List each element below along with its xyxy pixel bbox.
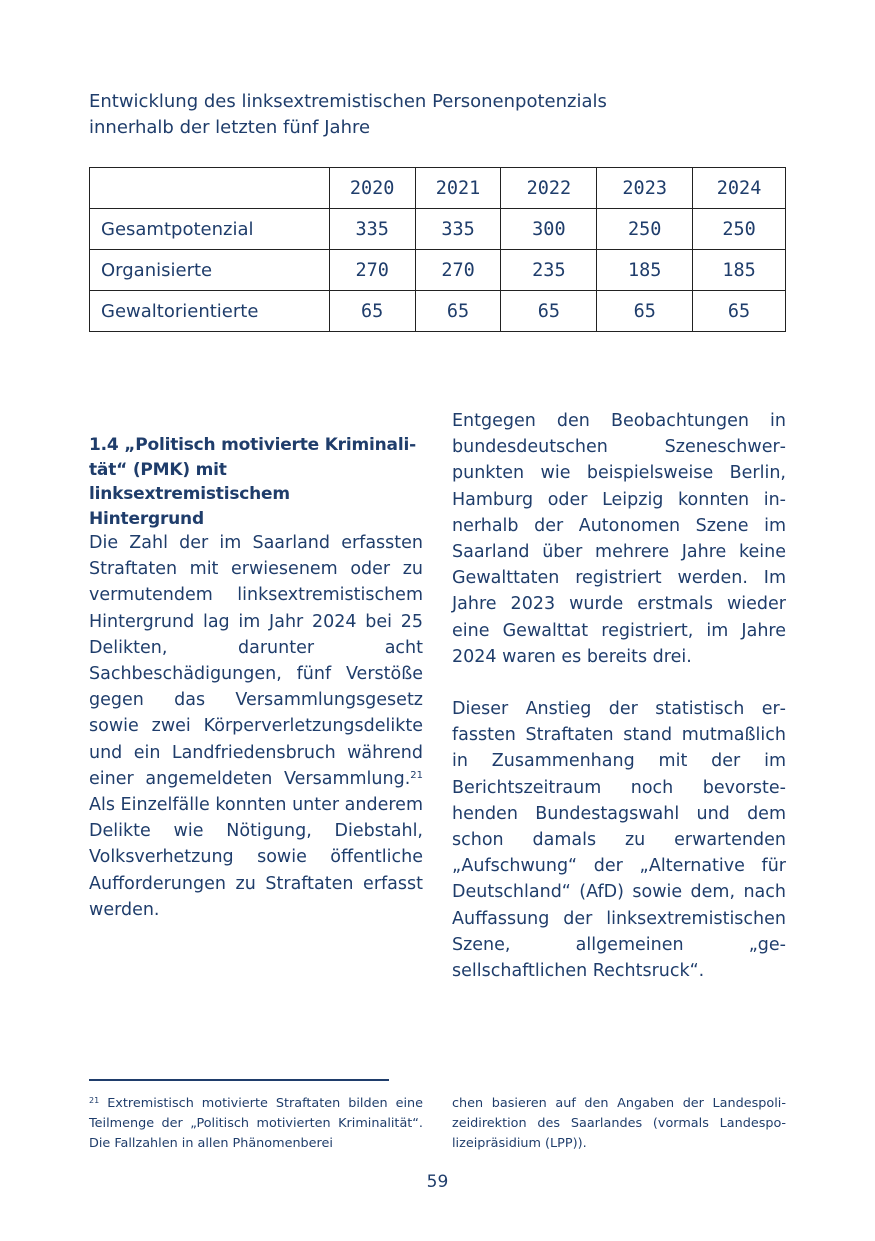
footnote-text-left: Extremistisch motivierte Straftaten bilden eine Teilmenge der „Politisch motivierten Kriminalität“. Die Fallzahlen in allen Phänomenberei — [89, 1096, 423, 1151]
footnote-divider — [89, 1079, 389, 1081]
table-cell: 335 — [415, 209, 501, 250]
year-header: 2021 — [415, 168, 501, 209]
personenpotenzial-table — [89, 167, 786, 332]
table-cell: 270 — [415, 250, 501, 291]
section-heading-line2: tät“ (PMK) mit linksextremistischem — [89, 459, 290, 504]
left-paragraph-text-2: Als Einzelfälle konnten unter anderem Delikte wie Nötigung, Diebstahl, Volksverhetzung sowie öffentliche Aufforderungen zu Straftaten erfasst werden. — [89, 795, 423, 920]
table-cell: 65 — [415, 291, 501, 332]
left-paragraph-text-1: Die Zahl der im Saarland erfassten Straftaten mit erwiesenem oder zu vermutendem linksextremistischem Hintergrund lag im Jahr 2024 bei 25 Delikten, darunter acht Sachbeschädigungen, fünf Verstöße gegen das Versammlungsgesetz sowie zwei Körperverletzungsdelikte und ein Landfriedensbruch während einer angemeldeten Versammlung. — [89, 533, 423, 789]
table-row — [90, 209, 786, 250]
year-header: 2024 — [693, 168, 786, 209]
table-cell: 235 — [501, 250, 597, 291]
row-label: Gesamtpotenzial — [90, 209, 330, 250]
table-cell: 65 — [597, 291, 693, 332]
year-header: 2022 — [501, 168, 597, 209]
table-cell: 250 — [693, 209, 786, 250]
table-corner-cell — [90, 168, 330, 209]
year-header: 2023 — [597, 168, 693, 209]
row-label: Organisierte — [90, 250, 330, 291]
footnote-right: chen basieren auf den Angaben der Landespolizeidirektion des Saarlandes (vormals Landespolizeipräsidium (LPP)). — [452, 1096, 786, 1151]
row-label: Gewaltorientierte — [90, 291, 330, 332]
table-caption-line2: innerhalb der letzten fünf Jahre — [89, 117, 371, 138]
table-row — [90, 250, 786, 291]
section-heading-line1: 1.4 „Politisch motivierte Kriminali- — [89, 435, 416, 455]
footnote-reference[interactable]: 21 — [410, 769, 423, 781]
section-heading-line3: Hintergrund — [89, 508, 204, 529]
table-cell: 270 — [329, 250, 415, 291]
right-paragraph-2: Dieser Anstieg der statistisch erfassten Straftaten stand mutmaßlich in Zusammenhang mit der im Berichtszeitraum noch bevorstehenden Bundestagswahl und dem schon damals zu erwartenden „Aufschwung“ der „Alternative für Deutschland“ (AfD) sowie dem, nach Auffassung der linksextremistischen Szene, allgemeinen „gesellschaftlichen Rechtsruck“. — [452, 699, 786, 982]
right-column — [452, 408, 786, 984]
left-paragraph — [89, 530, 423, 923]
table-caption — [89, 89, 789, 141]
table-cell: 65 — [693, 291, 786, 332]
table-cell: 300 — [501, 209, 597, 250]
table-cell: 65 — [501, 291, 597, 332]
right-paragraph-1: Entgegen den Beobachtungen in bundesdeutschen Szeneschwerpunkten wie beispielsweise Berlin, Hamburg oder Leipzig konnten innerhalb der Autonomen Szene im Saarland über mehrere Jahre keine Gewalttaten registriert werden. Im Jahre 2023 wurde erstmals wieder eine Gewalttat registriert, im Jahre 2024 waren es bereits drei. — [452, 411, 786, 667]
table-cell: 335 — [329, 209, 415, 250]
table-cell: 185 — [693, 250, 786, 291]
table-caption-line1: Entwicklung des linksextremistischen Personenpotenzials — [89, 91, 607, 112]
table-cell: 250 — [597, 209, 693, 250]
page-number: 59 — [426, 1172, 449, 1192]
table-header-row — [90, 168, 786, 209]
footnote-left — [89, 1094, 423, 1154]
section-heading — [89, 433, 429, 531]
year-header: 2020 — [329, 168, 415, 209]
footnote-number: 21 — [89, 1096, 100, 1105]
left-column — [89, 530, 423, 923]
table-cell: 65 — [329, 291, 415, 332]
table-row — [90, 291, 786, 332]
table-cell: 185 — [597, 250, 693, 291]
